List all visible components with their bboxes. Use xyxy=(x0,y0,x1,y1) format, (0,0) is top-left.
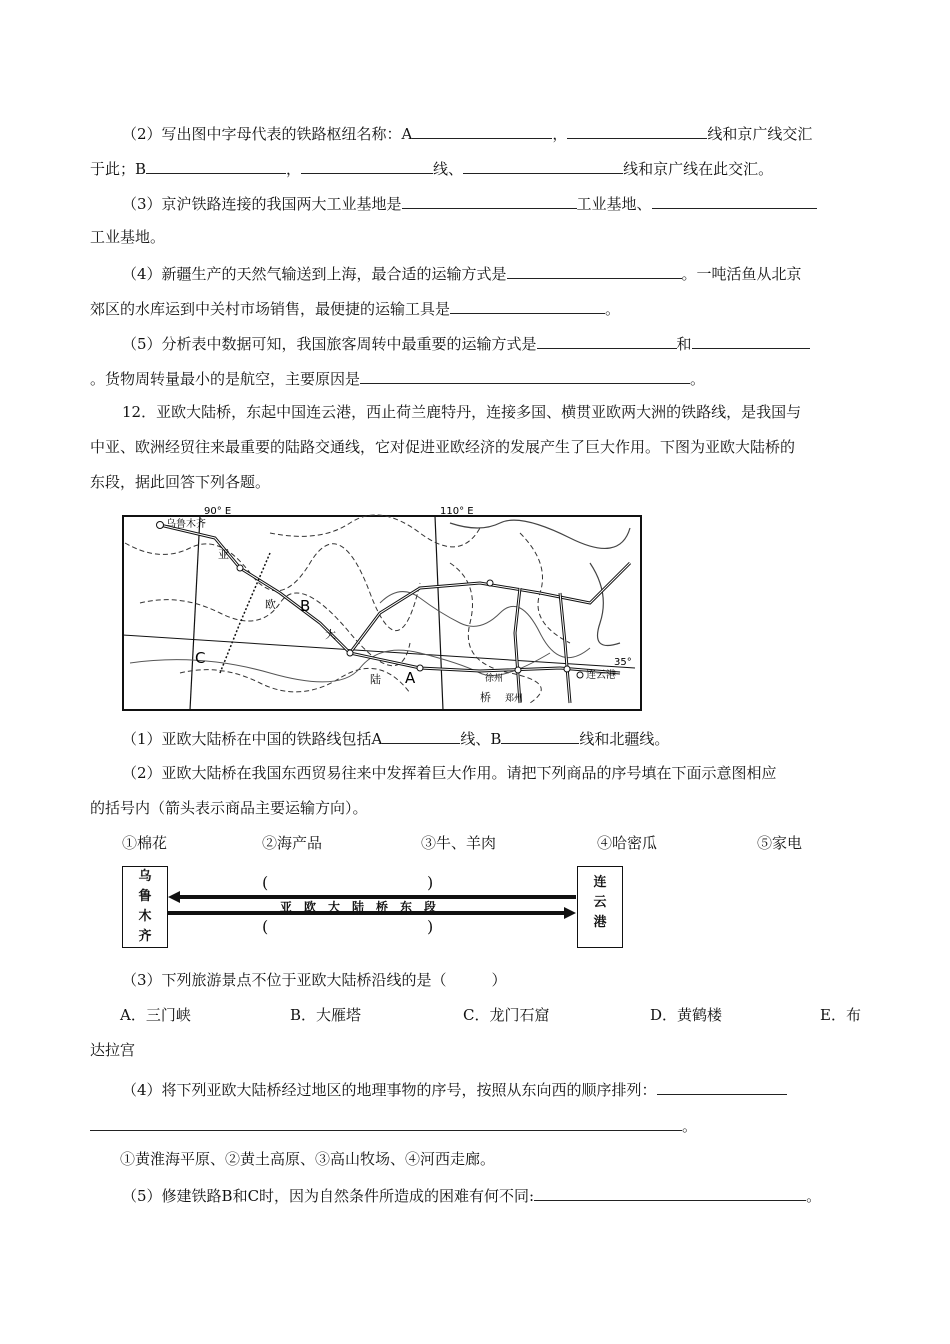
paren-top-left[interactable]: ( xyxy=(262,873,269,892)
blank-4-2[interactable] xyxy=(450,297,605,314)
q11-part3-line1 xyxy=(122,192,817,214)
text: 线、 xyxy=(433,160,464,178)
blank-5-2[interactable] xyxy=(692,332,810,349)
blank-3-1[interactable] xyxy=(402,192,577,209)
text: 。 xyxy=(682,1117,698,1135)
option-b[interactable] xyxy=(290,1005,361,1025)
paren-bottom-right[interactable]: ) xyxy=(427,917,434,936)
option-e-tail xyxy=(90,1040,135,1060)
map-text-xuzhou: 徐州 xyxy=(485,674,504,684)
text: A．三门峡 xyxy=(120,1006,191,1024)
goods-item-2 xyxy=(262,833,322,853)
box-lianyungang-text xyxy=(578,873,622,933)
option-d[interactable] xyxy=(650,1005,722,1025)
box-lianyungang xyxy=(577,866,623,948)
map-text-ou: 欧 xyxy=(265,598,276,611)
paren-top-right[interactable]: ) xyxy=(427,873,434,892)
trade-diagram xyxy=(122,866,627,948)
text: E．布 xyxy=(820,1006,861,1024)
blank-12-4-a[interactable] xyxy=(657,1078,787,1095)
text: 。货物周转量最小的是航空，主要原因是 xyxy=(90,370,361,388)
box-urumqi xyxy=(122,866,168,948)
text: ， xyxy=(286,160,302,178)
text: （1）亚欧大陆桥在中国的铁路线包括A xyxy=(122,730,383,748)
option-a[interactable] xyxy=(120,1005,191,1025)
blank-12-4-b[interactable] xyxy=(90,1114,682,1131)
q11-part5-line2 xyxy=(90,367,705,389)
q11-part2-line2 xyxy=(90,157,773,179)
text: 12．亚欧大陆桥，东起中国连云港，西止荷兰鹿特丹，连接多国、横贯亚欧两大洲的铁路线，是我国与 xyxy=(122,403,802,421)
goods-item-5 xyxy=(757,833,802,853)
text: （4）新疆生产的天然气输送到上海，最合适的运输方式是 xyxy=(122,265,507,283)
lon-label-90: 90° E xyxy=(204,506,232,517)
railway-map xyxy=(120,503,645,713)
goods-item-4 xyxy=(597,833,657,853)
text: 线、B xyxy=(460,730,502,748)
text: B．大雁塔 xyxy=(290,1006,362,1024)
text: 工业基地、 xyxy=(576,195,652,213)
map-text-lu: 陆 xyxy=(370,673,381,686)
text: 东段，据此回答下列各题。 xyxy=(90,473,271,491)
text: （2）亚欧大陆桥在我国东西贸易往来中发挥着巨大作用。请把下列商品的序号填在下面示意图相应 xyxy=(122,764,777,782)
text: ②海产品 xyxy=(262,834,323,852)
q12-intro-line2 xyxy=(90,437,795,457)
text: （5）分析表中数据可知，我国旅客周转中最重要的运输方式是 xyxy=(122,335,537,353)
map-text-ya: 亚 xyxy=(218,548,229,561)
blank-3-2[interactable] xyxy=(652,192,817,209)
map-city-lianyungang: 连云港 xyxy=(586,670,616,681)
urumqi-label: 乌鲁木齐 xyxy=(138,869,152,944)
text: ⑤家电 xyxy=(757,834,803,852)
blank-b-3[interactable] xyxy=(463,157,623,174)
paren-bottom-left[interactable]: ( xyxy=(262,917,269,936)
option-c[interactable] xyxy=(463,1005,549,1025)
text: ④哈密瓜 xyxy=(597,834,658,852)
q12-part4-list xyxy=(120,1149,495,1169)
text: （5）修建铁路B和C时，因为自然条件所造成的困难有何不同: xyxy=(122,1187,535,1205)
box-urumqi-text xyxy=(123,867,167,947)
bridge-label: 亚 欧 大 陆 桥 东 段 xyxy=(280,900,437,914)
text: 。 xyxy=(806,1187,822,1205)
lianyungang-label: 连云港 xyxy=(593,875,607,930)
blank-4-1[interactable] xyxy=(507,262,682,279)
map-city-urumqi: 乌鲁木齐 xyxy=(166,519,206,530)
q11-part5-line1 xyxy=(122,332,810,354)
text: 。 xyxy=(690,370,706,388)
text: 达拉宫 xyxy=(90,1041,136,1059)
q11-part4-line1 xyxy=(122,262,802,284)
text: 工业基地。 xyxy=(90,228,166,246)
text: （2）写出图中字母代表的铁路枢纽名称：A xyxy=(122,125,413,143)
text: 的括号内（箭头表示商品主要运输方向）。 xyxy=(90,799,368,817)
map-label-b: B xyxy=(300,597,311,615)
lon-label-110: 110° E xyxy=(440,506,474,517)
blank-5-3[interactable] xyxy=(360,367,690,384)
goods-item-1 xyxy=(122,833,167,853)
blank-12-1-b[interactable] xyxy=(501,727,579,744)
map-label-c: C xyxy=(195,649,206,667)
q11-part4-line2 xyxy=(90,297,620,319)
text: 于此；B xyxy=(90,160,147,178)
q12-part2-line1 xyxy=(122,763,777,783)
text: （3）京沪铁路连接的我国两大工业基地是 xyxy=(122,195,402,213)
q12-part5 xyxy=(122,1184,821,1206)
blank-b-1[interactable] xyxy=(146,157,286,174)
text: 和 xyxy=(676,335,692,353)
text: （3）下列旅游景点不位于亚欧大陆桥沿线的是（ ） xyxy=(122,971,507,989)
option-e[interactable] xyxy=(820,1005,861,1025)
q12-intro-line3 xyxy=(90,472,270,492)
text: 中亚、欧洲经贸往来最重要的陆路交通线，它对促进亚欧经济的发展产生了巨大作用。下图为亚欧大陆桥的 xyxy=(90,438,796,456)
text: ③牛、羊肉 xyxy=(421,834,497,852)
map-label-a: A xyxy=(405,669,416,687)
blank-a-2[interactable] xyxy=(567,122,707,139)
text: 线和北疆线。 xyxy=(579,730,670,748)
map-text-da: 大 xyxy=(325,628,336,641)
blank-5-1[interactable] xyxy=(537,332,677,349)
q12-intro-line1 xyxy=(122,402,801,422)
text: 。 xyxy=(605,300,621,318)
text: 。一吨活鱼从北京 xyxy=(681,265,802,283)
blank-a-1[interactable] xyxy=(412,122,552,139)
blank-12-1-a[interactable] xyxy=(382,727,460,744)
blank-12-5[interactable] xyxy=(534,1184,806,1201)
text: 线和京广线在此交汇。 xyxy=(623,160,774,178)
q12-part4-line1 xyxy=(122,1078,787,1100)
q12-part1 xyxy=(122,727,669,749)
q12-part4-line2 xyxy=(90,1114,697,1136)
text: 郊区的水库运到中关村市场销售，最便捷的运输工具是 xyxy=(90,300,451,318)
text: 线和京广线交汇 xyxy=(707,125,813,143)
text: ， xyxy=(552,125,568,143)
lat-label-35: 35° xyxy=(614,657,632,668)
blank-b-2[interactable] xyxy=(301,157,433,174)
map-text-zhengzhou: 郑州 xyxy=(505,694,524,704)
q11-part3-line2 xyxy=(90,227,165,247)
text: ①棉花 xyxy=(122,834,168,852)
text: ①黄淮海平原、②黄土高原、③高山牧场、④河西走廊。 xyxy=(120,1150,496,1168)
map-text-qiao: 桥 xyxy=(480,691,491,704)
text: C．龙门石窟 xyxy=(463,1006,550,1024)
q12-part2-line2 xyxy=(90,798,368,818)
goods-item-3 xyxy=(421,833,496,853)
text: （4）将下列亚欧大陆桥经过地区的地理事物的序号，按照从东向西的顺序排列： xyxy=(122,1081,657,1099)
q11-part2-line1 xyxy=(122,122,812,144)
q12-part3 xyxy=(122,970,507,990)
text: D．黄鹤楼 xyxy=(650,1006,723,1024)
